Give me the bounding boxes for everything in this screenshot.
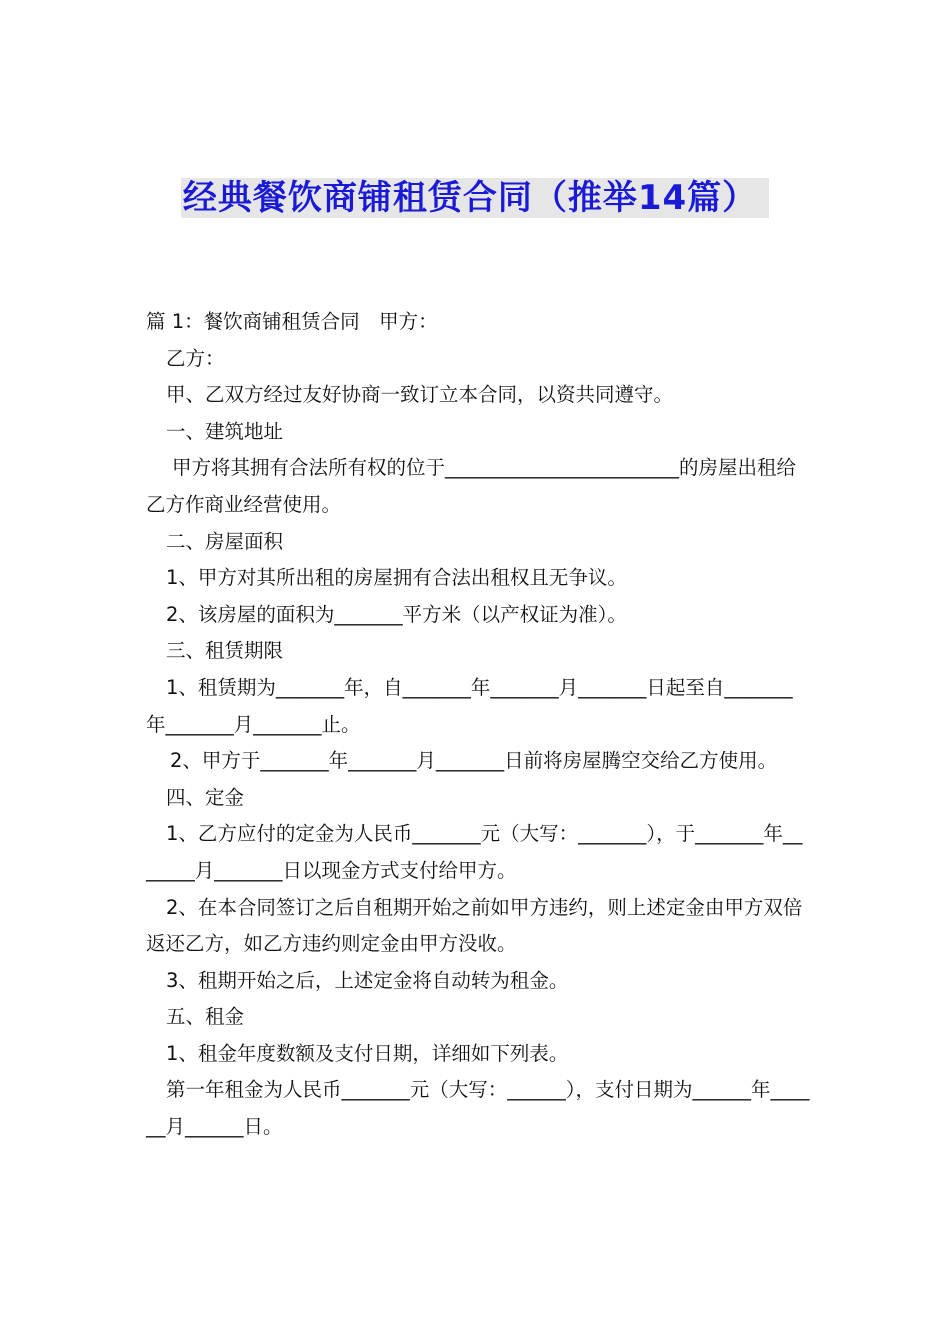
section-heading-address: 一、建筑地址 — [166, 419, 284, 443]
paragraph-term-2: 2、甲方于_______年_______月_______日前将房屋腾空交给乙方使用。 — [170, 749, 778, 773]
paragraph-preamble: 甲、乙双方经过友好协商一致订立本合同，以资共同遵守。 — [166, 383, 674, 407]
section-heading-rent: 五、租金 — [166, 1005, 245, 1029]
document-body — [146, 304, 810, 1146]
paragraph-deposit-1: 1、乙方应付的定金为人民币_______元（大写：_______），于_______年_______月_______日以现金方式支付给甲方。 — [146, 822, 803, 882]
paragraph-area-1: 1、甲方对其所出租的房屋拥有合法出租权且无争议。 — [166, 566, 627, 590]
document-title: 经典餐饮商铺租赁合同（推举14篇） — [181, 178, 769, 218]
paragraph-deposit-2: 2、在本合同签订之后自租期开始之前如甲方违约，则上述定金由甲方双倍返还乙方，如乙方违约则定金由甲方没收。 — [146, 895, 803, 956]
section-heading-area: 二、房屋面积 — [166, 529, 284, 553]
paragraph-rent-1: 1、租金年度数额及支付日期，详细如下列表。 — [166, 1041, 569, 1065]
paragraph-area-2: 2、该房屋的面积为_______平方米（以产权证为准）。 — [166, 602, 627, 626]
section-heading-deposit: 四、定金 — [166, 785, 245, 809]
paragraph-address: 甲方将其拥有合法所有权的位于________________________的房屋出租给乙方作商业经营使用。 — [146, 456, 797, 516]
paragraph-header: 篇 1：餐饮商铺租赁合同 甲方： — [146, 310, 438, 333]
paragraph-party-b: 乙方： — [166, 346, 225, 370]
section-heading-term: 三、租赁期限 — [166, 639, 284, 663]
paragraph-deposit-3: 3、租期开始之后，上述定金将自动转为租金。 — [166, 968, 569, 992]
title-container — [0, 178, 950, 218]
paragraph-term-1: 1、租赁期为_______年，自_______年_______月_______日起至自_______年_______月_______止。 — [146, 675, 793, 736]
paragraph-rent-2: 第一年租金为人民币_______元（大写：______），支付日期为______年______月______日。 — [146, 1078, 810, 1139]
